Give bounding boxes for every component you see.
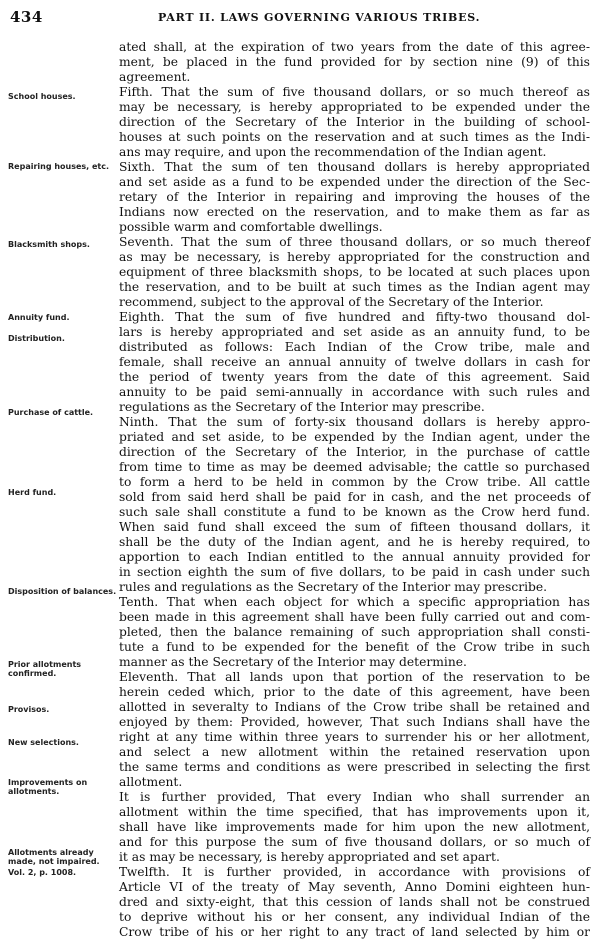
body-line: Indians now erected on the reservation, and to make them as far as — [119, 205, 590, 219]
body-line: rules and regulations as the Secretary of the Interior may prescribe. — [119, 580, 548, 594]
body-line: Sixth. That the sum of ten thousand dollars is hereby appropriated — [119, 160, 590, 174]
body-line: It is further provided, That every Indian who shall surrender an — [119, 790, 590, 804]
body-line: retary of the Interior in repairing and improving the houses of the — [119, 190, 590, 204]
sidenote-volume-reference: Vol. 2, p. 1008. — [8, 868, 77, 877]
sidenote-prior-allotments: Prior allotments confirmed. — [8, 660, 82, 678]
body-line: priated and set aside, to be expended by the Indian agent, under the — [119, 430, 590, 444]
body-line: sold from said herd shall be paid for in cash, and the net proceeds of — [119, 490, 590, 504]
body-line: distributed as follows: Each Indian of the Crow tribe, male and — [119, 340, 590, 354]
body-line: Fifth. That the sum of five thousand dollars, or so much thereof as — [119, 85, 590, 99]
body-line: right at any time within three years to surrender his or her allotment, — [119, 730, 590, 744]
sidenote-herd-fund: Herd fund. — [8, 488, 57, 497]
body-line: the reservation, and to be built at such times as the Indian agent may — [119, 280, 590, 294]
body-line: enjoyed by them: Provided, however, That such Indians shall have the — [119, 715, 590, 729]
body-line: to form a herd to be held in common by the Crow tribe. All cattle — [119, 475, 590, 489]
body-line: ated shall, at the expiration of two years from the date of this agree- — [119, 40, 590, 54]
body-line: ans may require, and upon the recommendation of the Indian agent. — [119, 145, 547, 159]
body-line: such sale shall constitute a fund to be known as the Crow herd fund. — [119, 505, 590, 519]
page-header — [10, 8, 590, 30]
body-line: and set aside as a fund to be expended under the direction of the Sec- — [119, 175, 590, 189]
body-line: regulations as the Secretary of the Interior may prescribe. — [119, 400, 485, 414]
body-line: direction of the Secretary of the Interior in the building of school- — [119, 115, 590, 129]
body-line: Eighth. That the sum of five hundred and fifty-two thousand dol- — [119, 310, 590, 324]
body-line: lars is hereby appropriated and set aside as an annuity fund, to be — [119, 325, 590, 339]
body-line: When said fund shall exceed the sum of fifteen thousand dollars, it — [119, 520, 590, 534]
sidenote-repairing-houses: Repairing houses, etc. — [8, 162, 110, 171]
body-line: Seventh. That the sum of three thousand dollars, or so much thereof — [119, 235, 590, 249]
body-line: to deprive without his or her consent, any individual Indian of the — [119, 910, 590, 924]
body-line: Crow tribe of his or her right to any tract of land selected by him or — [119, 925, 590, 939]
body-line: allotment within the time specified, that has improvements upon it, — [119, 805, 590, 819]
body-line: recommend, subject to the approval of the Secretary of the Interior. — [119, 295, 544, 309]
body-line: Twelfth. It is further provided, in accordance with provisions of — [119, 865, 590, 879]
body-line: annuity to be paid semi-annually in accordance with such rules and — [119, 385, 590, 399]
body-line: it as may be necessary, is hereby appropriated and set apart. — [119, 850, 500, 864]
sidenote-new-selections: New selections. — [8, 738, 79, 747]
page-number: 434 — [10, 8, 43, 26]
sidenote-provisos: Provisos. — [8, 705, 50, 714]
body-line: shall be the duty of the Indian agent, and he is hereby required, to — [119, 535, 590, 549]
body-line: allotted in severalty to Indians of the Crow tribe shall be retained and — [119, 700, 590, 714]
body-line: Ninth. That the sum of forty-six thousand dollars is hereby appro- — [119, 415, 590, 429]
body-line: tute a fund to be expended for the benefit of the Crow tribe in such — [119, 640, 590, 654]
body-line: Article VI of the treaty of May seventh, Anno Domini eighteen hun- — [119, 880, 590, 894]
body-line: manner as the Secretary of the Interior may determine. — [119, 655, 467, 669]
body-line: may be necessary, is hereby appropriated to be expended under the — [119, 100, 590, 114]
sidenote-improvements: Improvements on allotments. — [8, 778, 88, 796]
body-line: and for this purpose the sum of five thousand dollars, or so much of — [119, 835, 590, 849]
sidenote-school-houses: School houses. — [8, 92, 76, 101]
body-line: from time to time as may be deemed advisable; the cattle so purchased — [119, 460, 590, 474]
body-line: houses at such points on the reservation and at such times as the Indi- — [119, 130, 590, 144]
sidenote-annuity-fund: Annuity fund. — [8, 313, 70, 322]
body-line: and select a new allotment within the retained reservation upon — [119, 745, 590, 759]
body-line: as may be necessary, is hereby appropriated for the construction and — [119, 250, 590, 264]
body-line: shall have like improvements made for him upon the new allotment, — [119, 820, 590, 834]
body-line: Eleventh. That all lands upon that portion of the reservation to be — [119, 670, 590, 684]
body-line: been made in this agreement shall have been fully carried out and com- — [119, 610, 590, 624]
body-line: ment, be placed in the fund provided for by section nine (9) of this — [119, 55, 590, 69]
body-line: allotment. — [119, 775, 183, 789]
sidenote-purchase-of-cattle: Purchase of cattle. — [8, 408, 94, 417]
body-line: the same terms and conditions as were prescribed in selecting the first — [119, 760, 590, 774]
running-head: PART II. LAWS GOVERNING VARIOUS TRIBES. — [158, 11, 481, 24]
body-line: dred and sixty-eight, that this cession of lands shall not be construed — [119, 895, 590, 909]
body-line: agreement. — [119, 70, 191, 84]
body-line: Tenth. That when each object for which a specific appropriation has — [119, 595, 590, 609]
body-line: female, shall receive an annual annuity of twelve dollars in cash for — [119, 355, 590, 369]
body-line: apportion to each Indian entitled to the annual annuity provided for — [119, 550, 590, 564]
body-line: possible warm and comfortable dwellings. — [119, 220, 383, 234]
body-line: pleted, then the balance remaining of such appropriation shall consti- — [119, 625, 590, 639]
sidenote-distribution: Distribution. — [8, 334, 65, 343]
body-line: herein ceded which, prior to the date of this agreement, have been — [119, 685, 590, 699]
body-line: direction of the Secretary of the Interior, in the purchase of cattle — [119, 445, 590, 459]
sidenote-blacksmith-shops: Blacksmith shops. — [8, 240, 90, 249]
body-line: equipment of three blacksmith shops, to be located at such places upon — [119, 265, 590, 279]
sidenote-allotments-already-made: Allotments already made, not impaired. — [8, 848, 100, 866]
sidenote-disposition-of-balances: Disposition of balances. — [8, 587, 117, 596]
body-line: the period of twenty years from the date of this agreement. Said — [119, 370, 590, 384]
body-line: in section eighth the sum of five dollars, to be paid in cash under such — [119, 565, 590, 579]
